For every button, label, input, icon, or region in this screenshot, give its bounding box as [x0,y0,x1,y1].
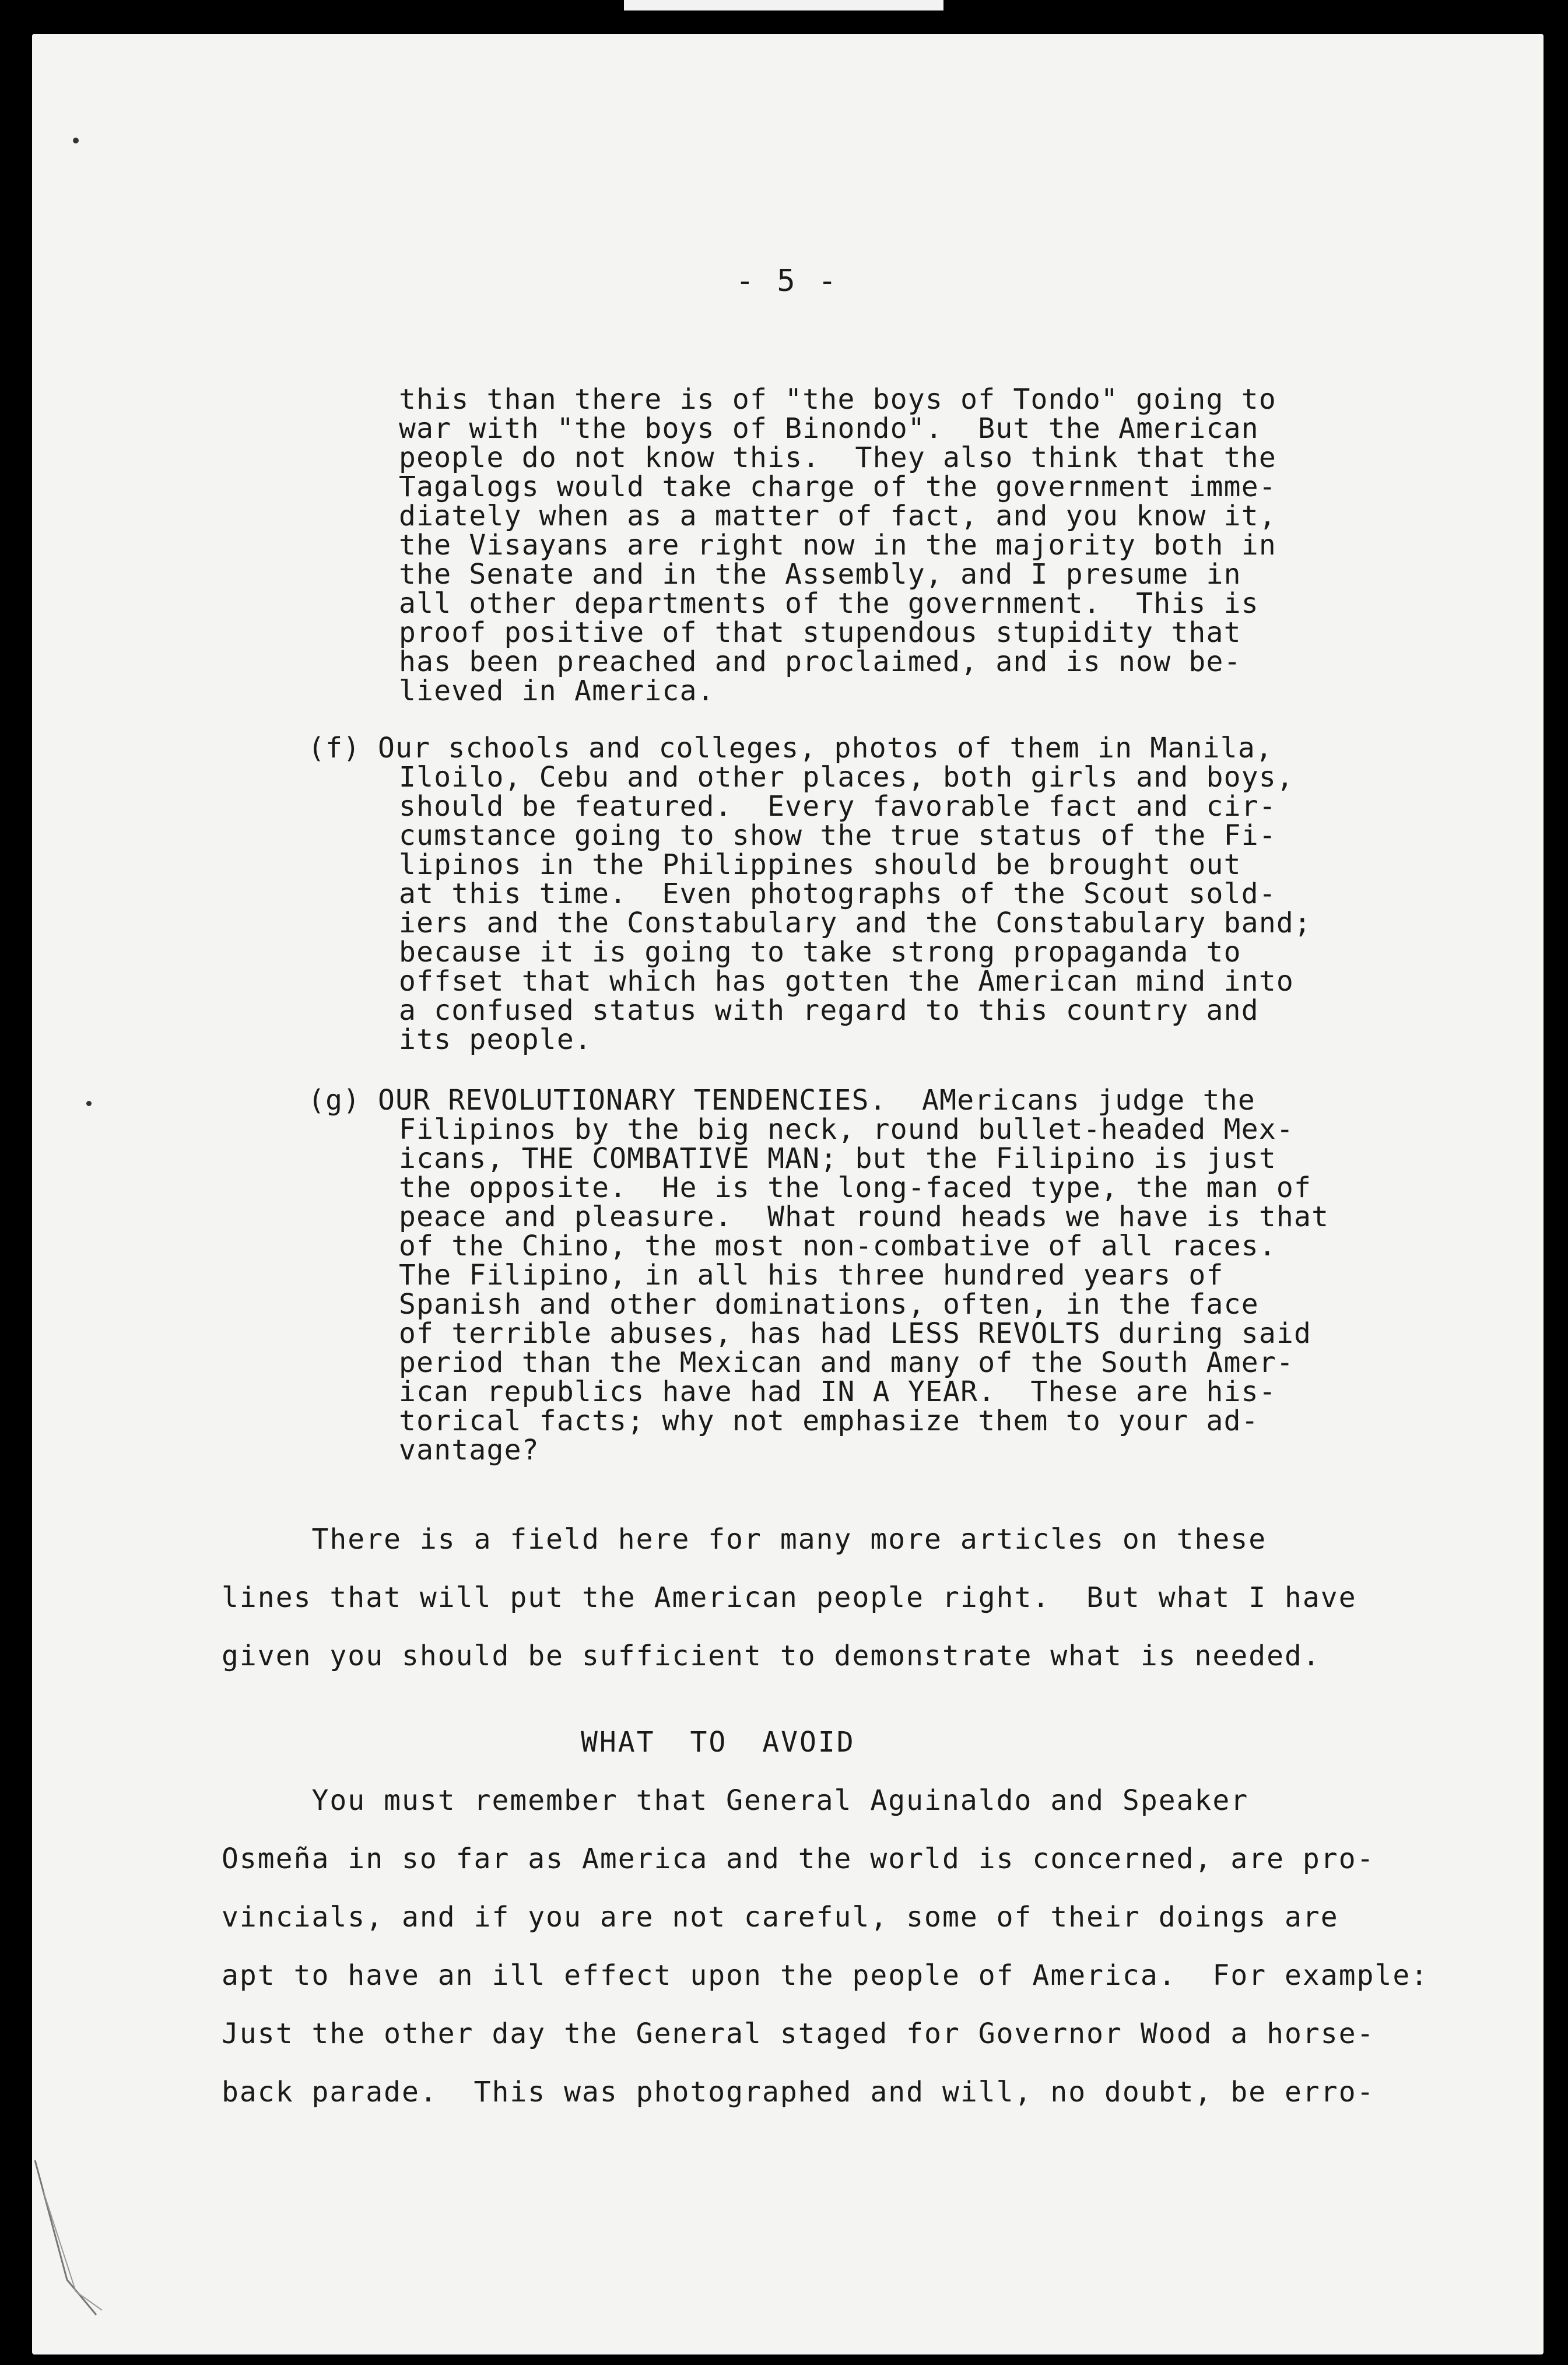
text-line: at this time. Even photographs of the Scout sold- [399,878,1276,910]
text-line: There is a field here for many more articles on these [222,1523,1267,1556]
text-line: Our schools and colleges, photos of them in Manila, [378,732,1274,764]
page-number: - 5 - [735,264,839,299]
text-line: OUR REVOLUTIONARY TENDENCIES. AMericans judge the [378,1084,1255,1117]
text-line: peace and pleasure. What round heads we have is that [399,1201,1330,1233]
text-line: ican republics have had IN A YEAR. These are his- [399,1376,1276,1408]
text-line: vantage? [399,1434,539,1466]
text-line: the opposite. He is the long-faced type, the man of [399,1171,1312,1204]
text-line: period than the Mexican and many of the South Amer- [399,1346,1295,1379]
text-line: of terrible abuses, has had LESS REVOLTS during said [399,1317,1312,1350]
text-line: apt to have an ill effect upon the people of America. For example: [222,1959,1429,1992]
text-line: has been preached and proclaimed, and is now be- [399,645,1241,678]
text-line: vincials, and if you are not careful, some of their doings are [222,1901,1339,1934]
text-line: Osmeña in so far as America and the world is concerned, are pro- [222,1843,1375,1875]
item-marker: (f) [308,732,361,764]
text-line: Spanish and other dominations, often, in the face [399,1288,1259,1321]
margin-dot [86,1101,92,1106]
text-line: Filipinos by the big neck, round bullet-headed Mex- [399,1113,1295,1146]
text-line: diately when as a matter of fact, and you know it, [399,500,1276,532]
text-line: You must remember that General Aguinaldo and Speaker [222,1784,1249,1817]
text-line: Tagalogs would take charge of the government imme- [399,471,1276,503]
top-paper-edge [624,0,943,10]
text-line: offset that which has gotten the American mind into [399,965,1295,998]
text-line: given you should be sufficient to demonstrate what is needed. [222,1640,1321,1672]
text-line: a confused status with regard to this country and [399,994,1259,1027]
text-line: this than there is of "the boys of Tondo" going to [399,383,1276,416]
text-line: back parade. This was photographed and will, no doubt, be erro- [222,2076,1375,2108]
text-line: lieved in America. [399,675,715,707]
text-line: Iloilo, Cebu and other places, both girls and boys, [399,761,1295,794]
text-line: war with "the boys of Binondo". But the American [399,412,1259,445]
text-line: lipinos in the Philippines should be brought out [399,848,1241,881]
text-line: iers and the Constabulary and the Constabulary band; [399,907,1312,939]
text-line: the Visayans are right now in the majority both in [399,529,1276,562]
edge-mark [73,138,79,143]
text-line: cumstance going to show the true status of the Fi- [399,819,1276,852]
item-marker: (g) [308,1084,361,1117]
text-line: all other departments of the government. This is [399,587,1259,620]
text-line: Just the other day the General staged for Governor Wood a horse- [222,2017,1375,2050]
corner-fold-mark [32,2157,120,2321]
text-line: proof positive of that stupendous stupidity that [399,616,1241,649]
text-line: The Filipino, in all his three hundred years of [399,1259,1224,1292]
text-line: its people. [399,1023,592,1056]
text-line: torical facts; why not emphasize them to your ad- [399,1405,1259,1437]
text-line: should be featured. Every favorable fact and cir- [399,790,1276,823]
text-line: of the Chino, the most non-combative of all races. [399,1230,1276,1262]
text-line: because it is going to take strong propaganda to [399,936,1241,969]
text-line: icans, THE COMBATIVE MAN; but the Filipino is just [399,1142,1276,1175]
section-heading: WHAT TO AVOID [581,1726,855,1759]
text-line: people do not know this. They also think that the [399,441,1276,474]
text-line: the Senate and in the Assembly, and I presume in [399,558,1241,591]
text-line: lines that will put the American people right. But what I have [222,1581,1357,1614]
